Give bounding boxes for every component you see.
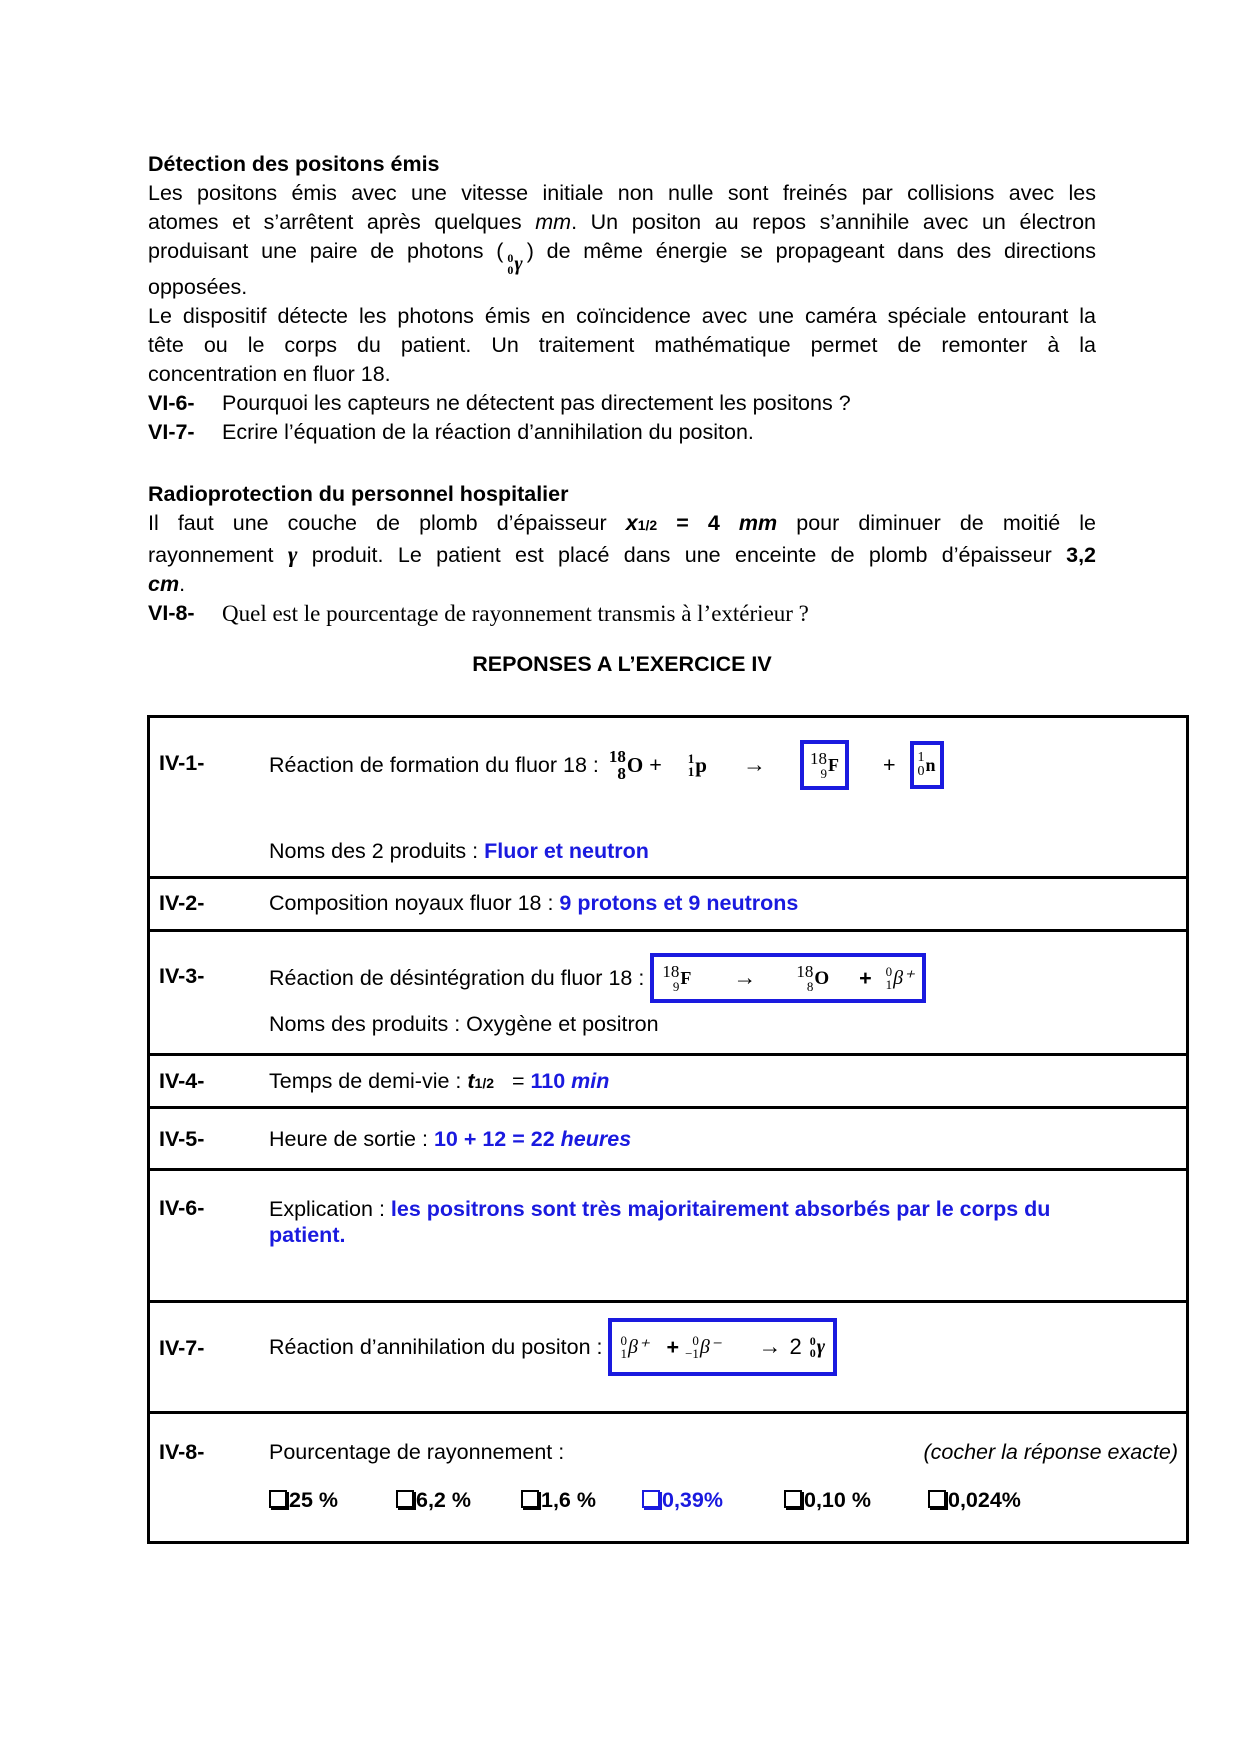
section-title-radioprotection: Radioprotection du personnel hospitalier — [148, 482, 569, 506]
fluorine-nucleus — [810, 750, 839, 780]
half-life-label: Temps de demi-vie : — [269, 1069, 462, 1093]
text-span: produit. Le patient est placé dans une enceinte de plomb d’épaisseur — [311, 543, 1052, 567]
particle-symbol: β⁺ — [893, 967, 914, 989]
checkbox-icon[interactable] — [928, 1490, 946, 1508]
atomic-number: 1 — [620, 1346, 627, 1361]
particle-symbol: β⁺ — [627, 1336, 649, 1358]
electron-particle — [685, 1334, 720, 1360]
text-span: ) de même énergie se propageant dans des directions — [526, 239, 1096, 263]
mass-number: 18 — [608, 747, 626, 766]
row-content — [269, 878, 1188, 931]
mass-number: 18 — [662, 962, 680, 981]
element-symbol: O — [814, 967, 830, 989]
unit-mm: mm — [535, 210, 572, 234]
row-number: IV-3- — [149, 931, 270, 1055]
option-label: 0,024% — [948, 1488, 1021, 1512]
coefficient: 2 — [789, 1334, 802, 1359]
photon-symbol: γ — [514, 253, 523, 275]
option-0-10[interactable] — [784, 1488, 871, 1513]
option-1-6[interactable] — [521, 1488, 596, 1513]
text-span: pour diminuer de moitié le — [796, 511, 1096, 535]
option-label: 1,6 % — [541, 1488, 596, 1512]
annihilation-answer-box — [608, 1318, 837, 1376]
gamma-symbol: γ — [287, 542, 298, 567]
var-t: t — [467, 1069, 475, 1093]
neutron-answer-box — [910, 741, 944, 789]
plus-sign: + — [666, 1334, 680, 1359]
paragraph-line — [148, 540, 1096, 570]
element-symbol: O — [626, 752, 644, 777]
checkbox-icon[interactable] — [521, 1490, 539, 1508]
particle-symbol: γ — [816, 1336, 826, 1358]
atomic-number: 0 — [809, 1346, 816, 1360]
paragraph-line: Les positons émis avec une vitesse initiale non nulle sont freinés par collisions avec les — [148, 181, 1096, 205]
composition-label: Composition noyaux fluor 18 : — [269, 891, 554, 915]
thickness-value: 3,2 — [1066, 543, 1096, 567]
equation-label: Réaction de désintégration du fluor 18 : — [269, 965, 645, 990]
row-number: IV-2- — [149, 878, 270, 931]
names-label: Noms des 2 produits : — [269, 839, 479, 863]
row-number: IV-7- — [149, 1302, 270, 1413]
option-label: 25 % — [289, 1488, 339, 1512]
option-label: 0,10 % — [804, 1488, 871, 1512]
checkbox-icon[interactable] — [269, 1490, 287, 1508]
formation-equation — [269, 738, 944, 792]
table-row — [149, 1302, 1188, 1413]
decay-equation — [269, 954, 926, 1002]
row-number: IV-8- — [149, 1413, 270, 1543]
plus-sign: + — [649, 752, 662, 777]
mass-number: 18 — [796, 962, 814, 981]
photon-charge: 0 — [507, 263, 514, 277]
equation: = 4 — [676, 511, 720, 535]
table-row — [149, 931, 1188, 1055]
particle-symbol: β⁻ — [699, 1336, 721, 1358]
text-span: Il faut une couche de plomb d’épaisseur — [148, 511, 607, 535]
equation-label: Réaction d’annihilation du positon : — [269, 1334, 603, 1359]
explanation-label: Explication : — [269, 1197, 385, 1221]
row-content — [269, 1413, 1188, 1543]
positron-particle — [886, 965, 914, 991]
oxygen-nucleus — [796, 963, 829, 993]
photon-mass: 0 — [507, 251, 514, 265]
row-content — [269, 1055, 1188, 1108]
table-row — [149, 878, 1188, 931]
table-row — [149, 1055, 1188, 1108]
element-symbol: n — [925, 755, 936, 775]
option-25[interactable] — [269, 1488, 338, 1513]
answer-value: patient. — [269, 1223, 346, 1247]
section-radioprotection — [148, 480, 1096, 628]
checkbox-icon[interactable] — [396, 1490, 414, 1508]
photon-notation — [507, 252, 522, 276]
fluorine-answer-box — [800, 740, 849, 790]
mass-number: 18 — [809, 749, 827, 768]
products-line — [269, 839, 649, 864]
answer-unit: min — [571, 1069, 610, 1093]
paragraph-line: concentration en fluor 18. — [148, 362, 391, 386]
table-row — [149, 717, 1188, 878]
row-number: IV-6- — [149, 1170, 270, 1302]
mass-number: 0 — [809, 1334, 816, 1348]
option-0-39[interactable] — [642, 1488, 723, 1513]
row-content — [269, 1108, 1188, 1170]
option-label: 6,2 % — [416, 1488, 471, 1512]
checkbox-icon[interactable] — [784, 1490, 802, 1508]
answer-value: 110 — [530, 1069, 566, 1093]
arrow-icon: → — [742, 752, 766, 777]
option-6-2[interactable] — [396, 1488, 471, 1513]
atomic-number: 1 — [885, 977, 893, 992]
table-row — [149, 1170, 1188, 1302]
paragraph-line: Le dispositif détecte les photons émis en coïncidence avec une caméra spéciale entourant la — [148, 304, 1096, 328]
arrow-icon: → — [758, 1334, 782, 1359]
plus-sign: + — [882, 752, 896, 777]
mass-number: 0 — [692, 1333, 699, 1348]
products-line: Noms des produits : Oxygène et positron — [269, 1012, 659, 1036]
table-row — [149, 1413, 1188, 1543]
mass-charge — [507, 252, 513, 276]
row-content — [269, 931, 1188, 1055]
element-symbol: F — [680, 968, 692, 988]
row-number: IV-4- — [149, 1055, 270, 1108]
paragraph-line — [148, 237, 1096, 277]
atomic-number: 9 — [820, 766, 827, 781]
atomic-number: 8 — [806, 979, 814, 994]
responses-table — [147, 715, 1189, 1544]
option-0-024[interactable] — [928, 1488, 1021, 1513]
fluorine-nucleus — [662, 963, 691, 993]
question-number: VI-6- — [148, 391, 195, 415]
photon-notation — [810, 1335, 825, 1359]
annihilation-equation — [269, 1317, 837, 1377]
decay-answer-box — [650, 953, 925, 1003]
subscript: 1/2 — [474, 1075, 495, 1091]
mass-number: 0 — [620, 1333, 627, 1348]
paragraph-line: tête ou le corps du patient. Un traitement mathématique permet de remonter à la — [148, 333, 1096, 357]
question-text: Pourquoi les capteurs ne détectent pas directement les positons ? — [222, 391, 851, 415]
question-vi-8 — [148, 599, 1096, 628]
text-span: . Un positon au repos s’annihile avec un électron — [571, 210, 1096, 234]
row-number: IV-1- — [159, 751, 205, 775]
question-vi-6 — [148, 389, 1096, 418]
subscript: 1/2 — [637, 517, 658, 533]
row-content — [269, 1170, 1188, 1302]
atomic-number: −1 — [685, 1346, 699, 1361]
unit-cm: cm — [148, 572, 180, 596]
mass-number: 1 — [687, 751, 695, 766]
question-number: VI-7- — [148, 420, 195, 444]
answer-value: 10 + 12 = 22 — [433, 1127, 555, 1151]
responses-title: REPONSES A L’EXERCICE IV — [472, 652, 772, 676]
row-number: IV-5- — [149, 1108, 270, 1170]
var-x: x — [625, 511, 638, 535]
answer-value: les positrons sont très majoritairement absorbés par le corps du — [390, 1197, 1051, 1221]
option-label: 0,39% — [662, 1488, 723, 1512]
oxygen-nucleus — [609, 748, 643, 782]
question-text: Ecrire l’équation de la réaction d’annihilation du positon. — [222, 420, 754, 444]
text-span: atomes et s’arrêtent après quelques — [148, 210, 522, 234]
instruction-hint: (cocher la réponse exacte) — [923, 1440, 1178, 1464]
checkbox-icon[interactable] — [642, 1490, 660, 1508]
equals-sign: = — [511, 1069, 525, 1093]
question-number: VI-8- — [148, 601, 195, 625]
proton-nucleus — [688, 752, 707, 778]
mass-number: 1 — [917, 750, 925, 765]
answer-value: 9 protons et 9 neutrons — [559, 891, 799, 915]
percentage-label: Pourcentage de rayonnement : — [269, 1440, 565, 1464]
element-symbol: F — [827, 755, 839, 775]
atomic-number: 9 — [672, 979, 680, 994]
table-row — [149, 1108, 1188, 1170]
neutron-nucleus — [918, 751, 936, 779]
element-symbol: p — [695, 752, 707, 777]
exit-time-label: Heure de sortie : — [269, 1127, 428, 1151]
answer-value: Fluor et neutron — [484, 839, 649, 863]
text-span: rayonnement — [148, 543, 274, 567]
row-content — [269, 1302, 1188, 1413]
equation-label: Réaction de formation du fluor 18 : — [269, 752, 599, 777]
atomic-number: 8 — [617, 764, 626, 783]
section-title-detection: Détection des positons émis — [148, 152, 440, 176]
explanation-line — [269, 1196, 1186, 1222]
answer-unit: heures — [560, 1127, 632, 1151]
atomic-number: 1 — [687, 764, 695, 779]
plus-sign: + — [859, 965, 872, 990]
positron-particle — [620, 1334, 648, 1360]
question-text: Quel est le pourcentage de rayonnement transmis à l’extérieur ? — [222, 601, 809, 626]
paragraph-line — [148, 208, 1096, 237]
atomic-number: 0 — [917, 764, 925, 779]
text-span: produisant une paire de photons ( — [148, 239, 504, 263]
section-detection — [148, 150, 1096, 447]
paragraph-line — [148, 570, 1096, 599]
text-span: . — [179, 572, 186, 596]
paragraph-line: opposées. — [148, 275, 248, 299]
unit-mm: mm — [738, 511, 778, 535]
question-vi-7 — [148, 418, 1096, 447]
mass-number: 0 — [885, 964, 893, 979]
row-content — [269, 717, 1188, 878]
paragraph-line — [148, 509, 1096, 540]
arrow-icon: → — [733, 965, 757, 990]
